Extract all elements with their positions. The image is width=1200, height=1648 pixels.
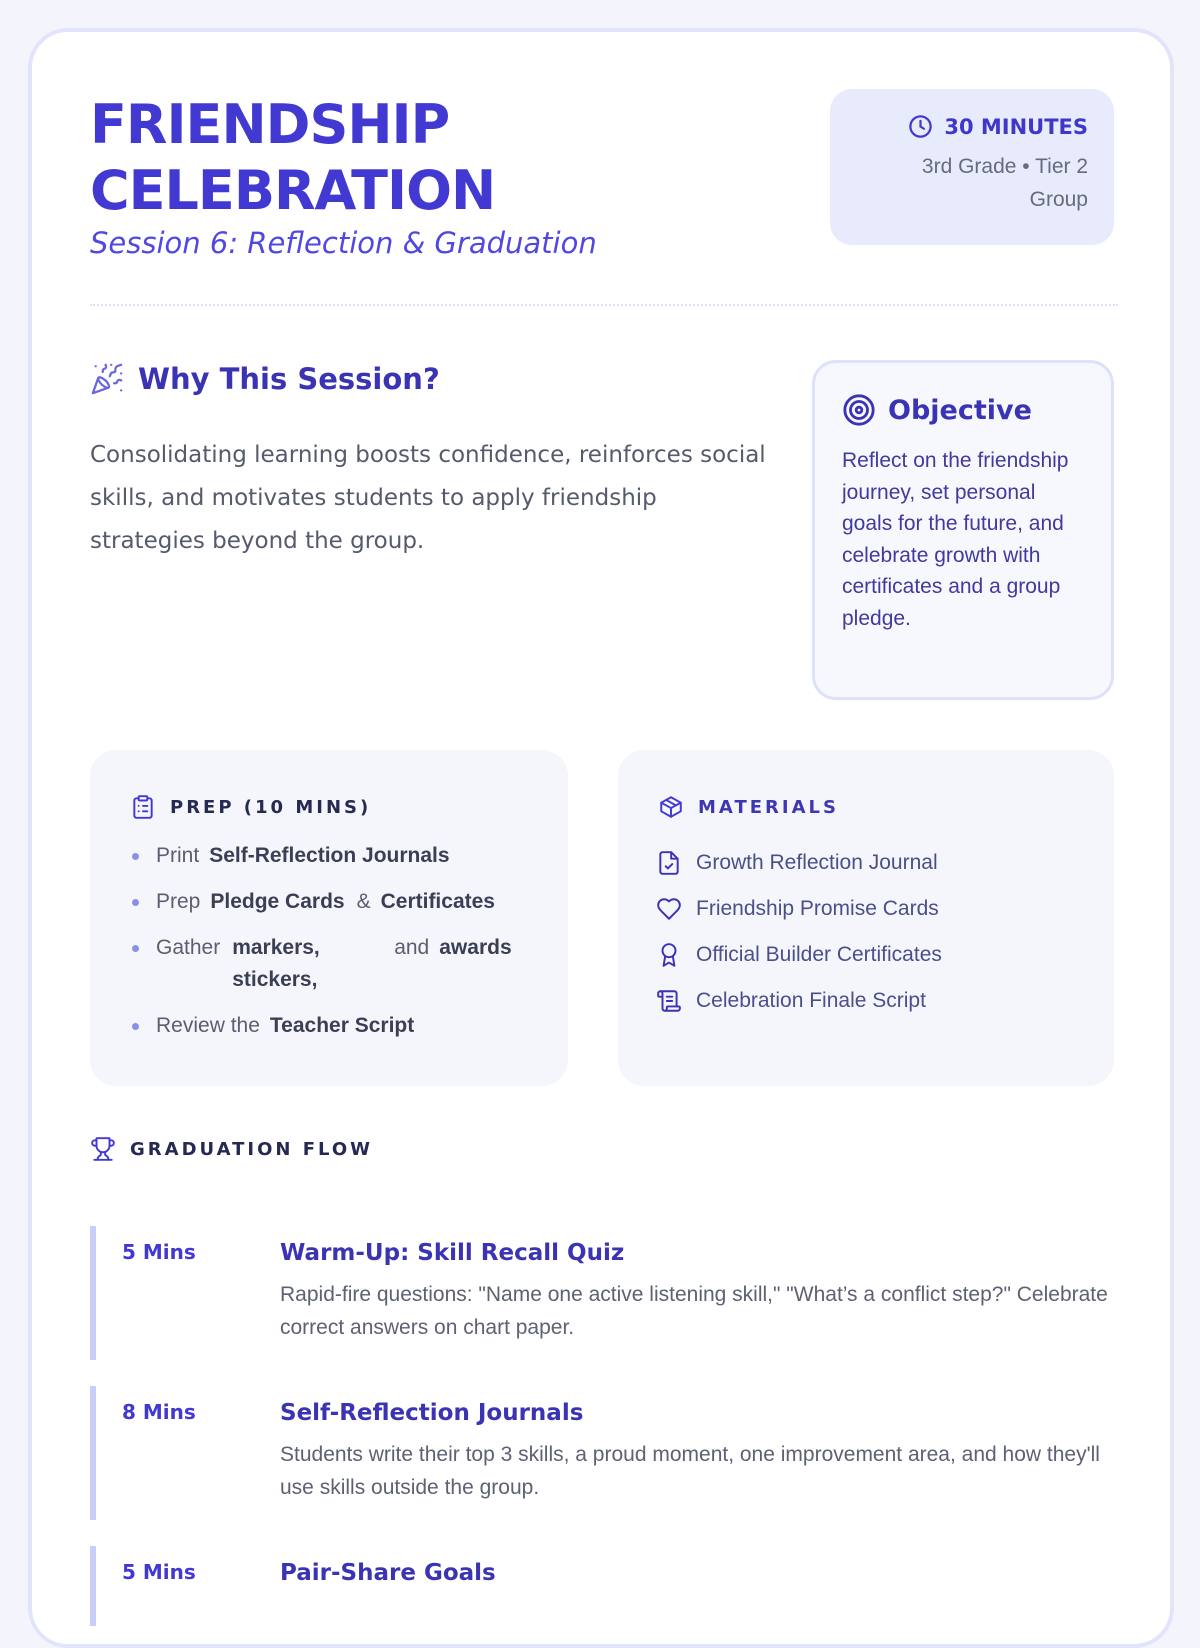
materials-heading-row <box>658 794 839 820</box>
prep-heading-row <box>130 794 371 820</box>
clock-icon <box>907 113 934 140</box>
objective-heading-row <box>842 393 1085 427</box>
step-duration: 5 Mins <box>122 1240 196 1264</box>
clipboard-list-icon <box>130 794 156 820</box>
duration-label: 30 MINUTES <box>944 114 1088 139</box>
package-icon <box>658 794 684 820</box>
prep-panel <box>90 750 568 1086</box>
material-label: Official Builder Certificates <box>696 943 942 966</box>
session-subtitle: Session 6: Reflection & Graduation <box>90 226 597 260</box>
step-duration: 8 Mins <box>122 1400 196 1424</box>
list-item <box>130 840 550 872</box>
step-duration: 5 Mins <box>122 1560 196 1584</box>
target-icon <box>842 393 876 427</box>
flow-step <box>90 1546 1120 1626</box>
bullet-dot <box>132 1023 139 1030</box>
prep-item-bold: Certificates <box>380 890 495 913</box>
header-divider <box>90 304 1118 306</box>
step-description: Rapid-fire questions: "Name one active listening skill," "What’s a conflict step?" Celebrate correct answers on chart paper. <box>280 1283 1108 1339</box>
list-item <box>656 840 942 886</box>
prep-item-bold: Self-Reflection Journals <box>209 844 450 867</box>
why-paragraph: Consolidating learning boosts confidence, reinforces social skills, and motivates students to apply friendship strategies beyond the group. <box>90 442 766 554</box>
prep-verb: Prep <box>156 890 201 913</box>
objective-box <box>812 360 1114 700</box>
prep-item-bold: awards <box>439 936 512 959</box>
list-item <box>656 932 942 978</box>
material-label: Celebration Finale Script <box>696 989 926 1012</box>
flow-step <box>90 1386 1120 1520</box>
list-item <box>130 932 550 996</box>
title-line-1: FRIENDSHIP <box>90 93 450 156</box>
bullet-dot <box>132 853 139 860</box>
bullet-dot <box>132 945 139 952</box>
trophy-icon <box>90 1136 116 1162</box>
page-title <box>90 92 610 224</box>
materials-panel <box>618 750 1114 1086</box>
why-heading: Why This Session? <box>138 362 440 396</box>
scroll-icon <box>656 988 682 1014</box>
bullet-dot <box>132 899 139 906</box>
list-item <box>656 886 942 932</box>
title-line-2: CELEBRATION <box>90 159 496 222</box>
duration-row <box>830 113 1088 140</box>
prep-verb: Gather <box>156 936 221 959</box>
prep-item-bold: markers, stickers, <box>232 936 320 991</box>
flow-heading: GRADUATION FLOW <box>130 1138 373 1160</box>
prep-join: & <box>356 890 371 913</box>
prep-verb: Print <box>156 844 200 867</box>
grade-label: 3rd Grade • Tier 2 Group <box>921 155 1088 211</box>
materials-list <box>656 840 942 1024</box>
prep-heading: PREP (10 MINS) <box>170 796 372 818</box>
material-label: Friendship Promise Cards <box>696 897 939 920</box>
materials-heading: MATERIALS <box>698 796 839 818</box>
session-meta-box <box>830 89 1114 245</box>
heart-icon <box>656 896 682 922</box>
prep-item-bold: Pledge Cards <box>210 890 345 913</box>
lesson-card <box>28 28 1174 1648</box>
material-label: Growth Reflection Journal <box>696 851 938 874</box>
award-icon <box>656 942 682 968</box>
step-description: Students write their top 3 skills, a proud moment, one improvement area, and how they'll use skills outside the group. <box>280 1443 1100 1499</box>
list-item <box>656 978 942 1024</box>
objective-text: Reflect on the friendship journey, set personal goals for the future, and celebrate growth with certificates and a group pledge. <box>842 449 1069 630</box>
objective-heading: Objective <box>888 394 1032 426</box>
prep-item-bold: Teacher Script <box>269 1014 415 1037</box>
why-heading-row <box>90 362 440 396</box>
step-title: Pair-Share Goals <box>280 1560 496 1586</box>
party-popper-icon <box>90 362 124 396</box>
step-title: Self-Reflection Journals <box>280 1400 584 1426</box>
step-title: Warm-Up: Skill Recall Quiz <box>280 1240 625 1266</box>
list-item <box>130 1010 550 1042</box>
list-item <box>130 886 550 918</box>
prep-join: and <box>394 936 430 959</box>
prep-verb: Review the <box>156 1014 260 1037</box>
flow-step <box>90 1226 1120 1360</box>
file-check-icon <box>656 850 682 876</box>
flow-heading-row <box>90 1136 373 1162</box>
prep-list <box>130 840 550 1056</box>
